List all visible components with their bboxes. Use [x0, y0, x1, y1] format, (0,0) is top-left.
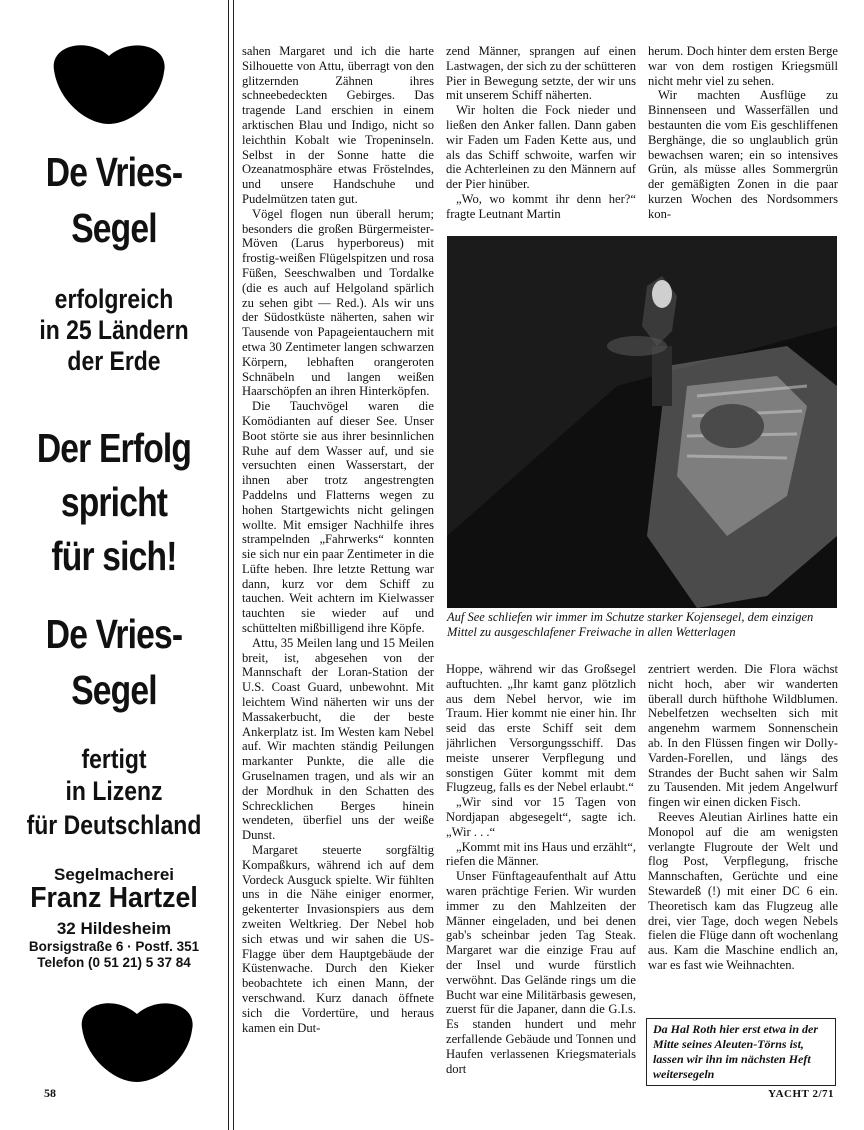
paragraph: Die Tauchvögel waren die Komödianten auf dieser See. Unser Boot störte sie aus ihrer besinnlichen Ruhe auf dem Wasser auf, und sie versuchten einen Wasserstart, der ihnen aber trotz angestrengten Paddelns und Flatterns wegen zu hohen Startgewichts nicht gelingen wollte. Mit emsiger Nachhilfe ihres strampelnden „Fahrwerks“ konnten sie sich nur ein paar Zentimeter in die Lüfte heben. Ihre letzte Rettung war dann, kurz vor dem Schiff zu tauchen. Weit achtern im Kielwasser tauchten sie wieder auf und schüttelten mißbilligend ihre Köpfe.: [242, 399, 434, 636]
article-column-3-bottom: [648, 662, 838, 1008]
photo-caption: Auf See schliefen wir immer im Schutze starker Kojensegel, dem einzigen Mittel zu ausgeschlafener Freiwache in allen Wetterlagen: [447, 610, 814, 639]
paragraph: Attu, 35 Meilen lang und 15 Meilen breit, ist, abgesehen von der Mannschaft der Loran-Station der U.S. Coast Guard, unbewohnt. Mit leichtem Wind näherten wir uns der Massakerbucht, die der beste Ankerplatz ist. Im Westen kam Nebel auf. Wir machten ständig Peilungen markanter Punkte, die alle die Gruselnamen tragen, und als wir an der Mordhuk in den Schatten des Schrecklichen Berges hinein wendeten, überfiel uns der weiße Dunst.: [242, 635, 434, 843]
company-name: Franz Hartzel: [30, 882, 198, 914]
paragraph: Vögel flogen nun überall herum; besonders die großen Bürgermeister-Möven (Larus hyperboreus) mit frostig-weißen Flügelspitzen und rosa Füßen, Seeschwalben und Tordalke (die es auch auf Helgoland spärlich zu sehen gibt — Red.). Als wir uns der Südostküste näherten, sahen wir Tausende von Papageientauchern mit etwa 30 Zentimeter langen schwarzen Körpern, lebhaften orangeroten Schnäbeln und langen weißen Haarschöpfen an ihren Hinterköpfen.: [242, 206, 434, 399]
magazine-issue: YACHT 2/71: [768, 1088, 834, 1100]
paragraph: Reeves Aleutian Airlines hatte ein Monopol auf die am wenigsten verlangte Flugroute der Welt und flog Post, Verpflegung, frische Mannschaften, Gerüchte und eine Stewardeß (!) mit einer DC 6 ein. Theoretisch kam das Flugzeug alle drei, vier Tage, doch wegen Nebels fielen die Flüge dann oft wochenlang aus. Kam die Maschine endlich an, war es fast wie Weihnachten.: [648, 809, 838, 972]
ad-subline-6: für Deutschland: [26, 810, 202, 840]
photo-image: [447, 236, 837, 608]
paragraph: „Wir sind vor 15 Tagen von Nordjapan abgesegelt“, sagte ich. „Wir . . .“: [446, 795, 636, 839]
paragraph: Wir machten Ausflüge zu Binnenseen und Wasserfällen und bestaunten die vom Eis geschliffenen Berghänge, die so unglaublich grün bewachsen waren; ein so intensives Grün, als müsse alles Sommergrün der gemäßigten Zonen in die paar kurzen Wochen des Nordsommers kon-: [648, 88, 838, 221]
paragraph: sahen Margaret und ich die harte Silhouette von Attu, überragt von den glitzernden Zähnen ihres schneebedeckten Gebirges. Das tragende Land erschien in einem arktischen Blau und Indigo, nicht so leichthin Kobalt wie Tropeninseln. Selbst in der Sonne hatte die Ozeanatmosphäre etwas Fröstelndes, und unsere Handschuhe und Pudelmützen taten gut.: [242, 44, 434, 206]
page-number: 58: [44, 1086, 56, 1100]
company-label: Segelmacherei: [53, 865, 174, 884]
editor-note-box: Da Hal Roth hier erst etwa in der Mitte seines Aleuten-Törns ist, lassen wir ihn im nächsten Heft weitersegeln: [646, 1018, 836, 1086]
article-column-2-top: [446, 44, 636, 230]
paragraph: Margaret steuerte sorgfältig Kompaßkurs, während ich auf dem Vordeck Ausguck spielte. Wir fühlten uns in die Nähe einiger enormer, gekenterter Invasionspiers aus dem zweiten Weltkrieg. Der Nebel hob sich etwas und wir sahen die US-Flagge über dem Hauptgebäude der Küstenwache. Durch den Kieker beobachtete ich einen Mann, der verschwand. Kurz danach öffnete sich die Vordertüre, und heraus kamen ein Dut-: [242, 843, 434, 1035]
ad-slogan-3: für sich!: [51, 533, 177, 579]
advertisement: [0, 0, 228, 1130]
paragraph: „Kommt mit ins Haus und erzählt“, riefen die Männer.: [446, 839, 636, 869]
paragraph: zentriert werden. Die Flora wächst nicht hoch, aber wir wanderten überall durch hüfthohe Wildblumen. Nebelfetzen wechselten sich mit angenehm warmem Sonnenschein ab. In den Flüssen fingen wir Dolly-Varden-Forellen, und längs des Strandes der Bucht sahen wir Salm zu Tausenden. Mit jedem Angelwurf fingen wir einen dicken Fisch.: [648, 662, 838, 810]
ad-slogan-1: Der Erfolg: [36, 425, 192, 471]
ad-headline-1: De Vries-: [45, 149, 183, 195]
paragraph: „Wo, wo kommt ihr denn her?“ fragte Leutnant Martin: [446, 191, 636, 221]
paragraph: Unser Fünftageaufenthalt auf Attu waren prächtige Ferien. Wir wurden immer zu den Mahlzeiten der Männer eingeladen, und bei denen gab's scheinbar jeden Tag Steak. Margaret war die einzige Frau auf der Insel und wurde fürstlich verwöhnt. Das Gelände rings um die Bucht war eine Militärbasis gewesen, zuerst für die Japaner, dann die G.I.s. Es standen hundert und mehr zerfallende Gebäude und Tonnen und Haufen verlassenen Kriegsmaterials dort: [446, 869, 636, 1076]
paragraph: zend Männer, sprangen auf einen Lastwagen, der sich zu der schütteren Pier in Bewegung setzte, der wir uns mit unserem Schiff näherten.: [446, 44, 636, 103]
photo-sleeping-in-bunk: [447, 236, 837, 608]
ad-headline-3: De Vries-: [45, 611, 183, 657]
company-city: 32 Hildesheim: [56, 919, 172, 938]
ad-subline-3: der Erde: [67, 346, 161, 376]
paragraph: Hoppe, während wir das Großsegel auftuchten. „Ihr kamt ganz plötzlich aus dem Nebel hervor, wie im Traum. Hier kommt nie einer hin. Ihr seid das erste Schiff seit dem jährlichen Versorgungsschiff. Das meiste unserer Verpflegung und sonstigen Güter kommt mit dem Flugzeug, falls es der Nebel erlaubt.“: [446, 662, 636, 795]
kidney-logo-bottom: [74, 998, 200, 1084]
ad-subline-1: erfolgreich: [54, 284, 174, 314]
ad-subline-5: in Lizenz: [65, 776, 163, 806]
company-phone: Telefon (0 51 21) 5 37 84: [37, 955, 191, 970]
ad-slogan-2: spricht: [60, 479, 168, 525]
paragraph: herum. Doch hinter dem ersten Berge war von dem rostigen Kriegsmüll nicht mehr viel zu sehen.: [648, 44, 838, 88]
kidney-logo-top: [46, 40, 172, 126]
article-column-2-bottom: [446, 662, 636, 1090]
article-column-1: [242, 44, 434, 1088]
ad-subline-4: fertigt: [81, 744, 147, 774]
paragraph: Wir holten die Fock nieder und ließen den Anker fallen. Dann gaben wir Faden um Faden Kette aus, und als das Schiff schwoite, warfen wir die Achterleinen zu den Männern auf der Pier hinüber.: [446, 103, 636, 192]
company-address: Borsigstraße 6 · Postf. 351: [28, 939, 200, 954]
column-separator: [228, 0, 234, 1130]
ad-headline-2: Segel: [71, 205, 157, 251]
ad-subline-2: in 25 Ländern: [39, 315, 189, 345]
article-column-3-top: [648, 44, 838, 230]
ad-headline-4: Segel: [71, 667, 157, 713]
